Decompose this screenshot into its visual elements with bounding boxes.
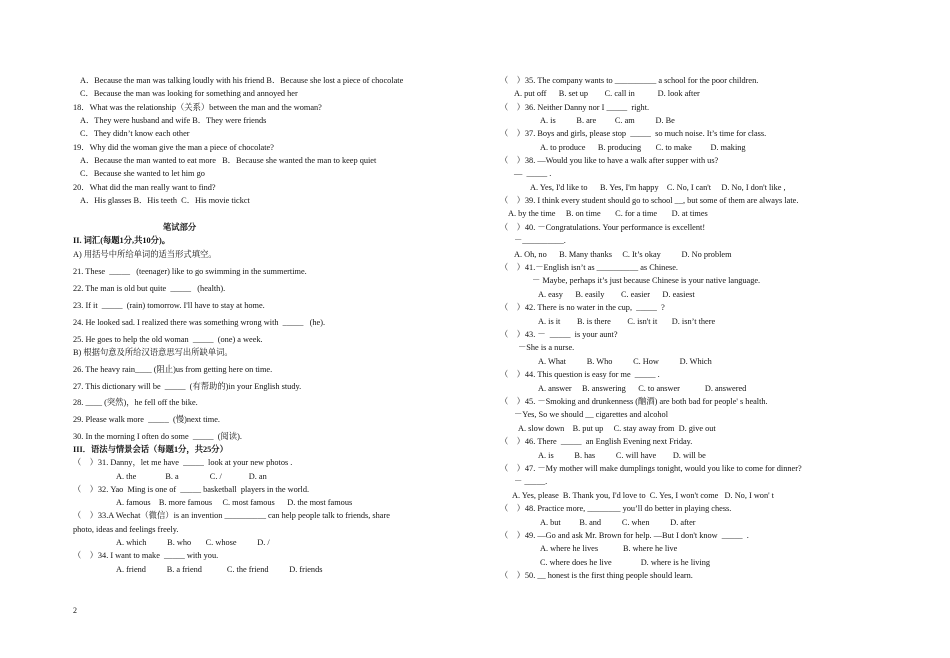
question-20: 20．What did the man really want to find? bbox=[73, 183, 216, 192]
question-22: 22. The man is old but quite _____ (health). bbox=[73, 284, 226, 293]
q42-options: A. is it B. is there C. isn't it D. isn’t there bbox=[538, 317, 716, 326]
q41-response: － Maybe, perhaps it’s just because Chinese is your native language. bbox=[532, 276, 761, 285]
question-33: （ ）33.A Wechat（微信）is an invention __________ can help people talk to friends, share bbox=[73, 511, 390, 520]
q40-response: －__________. bbox=[514, 236, 566, 245]
question-43: （ ）43. － _____ is your aunt? bbox=[500, 330, 618, 339]
question-49: （ ）49. —Go and ask Mr. Brown for help. —But I don't know _____ . bbox=[500, 531, 749, 540]
question-30: 30. In the morning I often do some _____ (阅读). bbox=[73, 432, 242, 441]
q46-options: A. is B. has C. will have D. will be bbox=[538, 451, 706, 460]
q17-options-ab: A．Because the man was talking loudly with his friend B．Because she lost a piece of chocolate bbox=[80, 76, 404, 85]
question-34: （ ）34. I want to make _____ with you. bbox=[73, 551, 219, 560]
question-21: 21. These _____ (teenager) like to go swimming in the summertime. bbox=[73, 267, 307, 276]
q19-options-ab: A．Because the man wanted to eat more B．Because she wanted the man to keep quiet bbox=[80, 156, 377, 165]
question-27: 27. This dictionary will be _____ (有帮助的)in your English study. bbox=[73, 382, 302, 391]
question-50: （ ）50. __ honest is the first thing people should learn. bbox=[500, 571, 693, 580]
q47-options: A. Yes, please B. Thank you, I'd love to C. Yes, I won't come D. No, I won' t bbox=[512, 491, 774, 500]
q49-options-cd: C. where does he live D. where is he living bbox=[540, 558, 711, 567]
q41-options: A. easy B. easily C. easier D. easiest bbox=[538, 290, 695, 299]
q45-options: A. slow down B. put up C. stay away from D. give out bbox=[518, 424, 716, 433]
q44-options: A. answer B. answering C. to answer D. answered bbox=[538, 384, 747, 393]
question-26: 26. The heavy rain____ (阻止)us from getting here on time. bbox=[73, 365, 273, 374]
page-number: 2 bbox=[73, 606, 77, 615]
q18-option-c: C．They didn’t know each other bbox=[80, 129, 190, 138]
question-19: 19．Why did the woman give the man a piece of chocolate? bbox=[73, 143, 274, 152]
q36-options: A. is B. are C. am D. Be bbox=[540, 116, 675, 125]
vocab-part-b-instructions: B) 根据句意及所给汉语意思写出所缺单词。 bbox=[73, 348, 233, 357]
question-40: （ ）40. －Congratulations. Your performance is excellent! bbox=[500, 223, 706, 232]
question-41: （ ）41.－English isn’t as __________ as Chinese. bbox=[500, 263, 678, 272]
question-47: （ ）47. －My mother will make dumplings tonight, would you like to come for dinner? bbox=[500, 464, 802, 473]
question-29: 29. Please walk more _____ (慢)next time. bbox=[73, 415, 221, 424]
q37-options: A. to produce B. producing C. to make D. making bbox=[540, 143, 746, 152]
q38-options: A. Yes, I'd like to B. Yes, I'm happy C. No, I can't D. No, I don't like , bbox=[530, 183, 786, 192]
q35-options: A. put off B. set up C. call in D. look after bbox=[514, 89, 700, 98]
question-32: （ ）32. Yao Ming is one of _____ basketball players in the world. bbox=[73, 485, 310, 494]
q43-options: A. What B. Who C. How D. Which bbox=[538, 357, 712, 366]
q45-response: －Yes, So we should __ cigarettes and alcohol bbox=[514, 410, 669, 419]
q31-options: A. the B. a C. / D. an bbox=[116, 472, 267, 481]
question-42: （ ）42. There is no water in the cup, _____ ? bbox=[500, 303, 665, 312]
question-45: （ ）45. －Smoking and drunkenness (酗酒) are both bad for people' s health. bbox=[500, 397, 768, 406]
q18-options-ab: A．They were husband and wife B．They were friends bbox=[80, 116, 267, 125]
q32-options: A. famous B. more famous C. most famous D. the most famous bbox=[116, 498, 353, 507]
q20-options: A．His glasses B．His teeth C．His movie tickct bbox=[80, 196, 250, 205]
question-37: （ ）37. Boys and girls, please stop _____ so much noise. It’s time for class. bbox=[500, 129, 767, 138]
grammar-section-heading: III．语法与情景会话（每题1分，共25分） bbox=[73, 445, 228, 454]
q47-response: － _____. bbox=[514, 477, 548, 486]
q49-options-ab: A. where he lives B. where he live bbox=[540, 544, 678, 553]
question-46: （ ）46. There _____ an English Evening next Friday. bbox=[500, 437, 693, 446]
q43-response: －She is a nurse. bbox=[518, 343, 575, 352]
q17-option-c: C．Because the man was looking for something and annoyed her bbox=[80, 89, 298, 98]
q39-options: A. by the time B. on time C. for a time D. at times bbox=[508, 209, 708, 218]
question-36: （ ）36. Neither Danny nor I _____ right. bbox=[500, 103, 650, 112]
vocab-section-heading: II. 词汇(每题1分,共10分)。 bbox=[73, 236, 171, 245]
question-48: （ ）48. Practice more, ________ you’ll do better in playing chess. bbox=[500, 504, 732, 513]
question-23: 23. If it _____ (rain) tomorrow. I'll have to stay at home. bbox=[73, 301, 265, 310]
question-44: （ ）44. This question is easy for me _____ . bbox=[500, 370, 660, 379]
q33-options: A. which B. who C. whose D. / bbox=[116, 538, 270, 547]
question-39: （ ）39. I think every student should go to school __, but some of them are always late. bbox=[500, 196, 799, 205]
question-38: （ ）38. —Would you like to have a walk after supper with us? bbox=[500, 156, 719, 165]
q40-options: A. Oh, no B. Many thanks C. It’s okay D. No problem bbox=[514, 250, 732, 259]
q34-options: A. friend B. a friend C. the friend D. friends bbox=[116, 565, 323, 574]
question-18: 18．What was the relationship（关系）between the man and the woman? bbox=[73, 103, 322, 112]
vocab-part-a-instructions: A) 用括号中所给单词的适当形式填空。 bbox=[73, 250, 217, 259]
q38-response: — _____ . bbox=[514, 169, 552, 178]
written-section-title: 笔试部分 bbox=[163, 223, 197, 232]
q19-option-c: C．Because she wanted to let him go bbox=[80, 169, 205, 178]
question-25: 25. He goes to help the old woman _____ (one) a week. bbox=[73, 335, 263, 344]
question-33-continued: photo, ideas and feelings freely. bbox=[73, 525, 179, 534]
question-24: 24. He looked sad. I realized there was something wrong with _____ (he). bbox=[73, 318, 326, 327]
question-28: 28. ____ (突然)，he fell off the bike. bbox=[73, 398, 198, 407]
q48-options: A. but B. and C. when D. after bbox=[540, 518, 696, 527]
question-35: （ ）35. The company wants to __________ a school for the poor children. bbox=[500, 76, 759, 85]
question-31: （ ）31. Danny，let me have _____ look at your new photos . bbox=[73, 458, 293, 467]
